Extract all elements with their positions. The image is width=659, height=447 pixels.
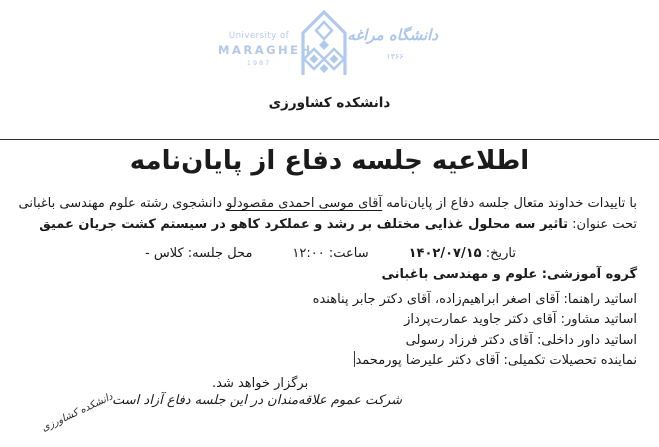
page-title: اطلاعیه جلسه دفاع از پایان‌نامه	[129, 146, 530, 176]
advisors-line: اساتید مشاور: آقای دکتر جاوید عمارت‌پرداز	[404, 312, 637, 327]
time-label: ساعت:	[324, 246, 369, 261]
will-be-held-line: برگزار خواهد شد.	[212, 376, 309, 391]
subject-label: تحت عنوان:	[568, 217, 637, 232]
schedule-line	[145, 246, 516, 261]
graduate-representative-text: نماینده تحصیلات تکمیلی: آقای دکتر علیرضا پورمحمد	[355, 353, 637, 368]
date-label: تاریخ:	[481, 246, 516, 261]
student-name: آقای موسی احمدی مقصودلو	[226, 196, 383, 211]
department-line: گروه آموزشی: علوم و مهندسی باغبانی	[381, 267, 637, 282]
logo-university-fa-label: دانشگاه مراغه	[347, 26, 438, 44]
logo-english-text	[218, 31, 313, 67]
faculty-watermark: دانشکده کشاورزی	[40, 391, 115, 434]
supervisors-line: اساتید راهنما: آقای اصغر ابراهیم‌زاده، آقای دکتر جابر پناهنده	[312, 292, 637, 307]
faculty-name: دانشکده کشاورزی	[268, 95, 391, 111]
internal-examiners-line: اساتید داور داخلی: آقای دکتر فرزاد رسولی	[405, 333, 637, 348]
logo-year-en-label: 1987	[246, 58, 272, 67]
intro-line	[19, 196, 637, 211]
university-emblem-icon	[296, 7, 352, 75]
subject-title: تاثیر سه محلول غذایی مختلف بر رشد و عملکرد کاهو در سیستم کشت جریان عمیق	[39, 217, 569, 232]
open-invitation-line: شرکت عموم علاقه‌مندان در این جلسه دفاع آزاد است	[112, 393, 403, 408]
logo-year-fa-label: ۱۳۶۶	[386, 52, 404, 61]
date-value: ۱۴۰۲/۰۷/۱۵	[408, 246, 482, 261]
logo-maragheh-label: MARAGHEH	[218, 42, 313, 57]
logo-persian-text	[347, 26, 438, 61]
location-label: محل جلسه:	[183, 246, 253, 261]
intro-text-before: با تاییدات خداوند متعال جلسه دفاع از پایان‌نامه	[382, 196, 637, 211]
graduate-representative-line	[353, 351, 637, 368]
intro-text-after: دانشجوی رشته علوم مهندسی باغبانی	[18, 196, 227, 211]
thesis-subject-line	[39, 217, 637, 232]
header-divider	[0, 139, 659, 140]
logo-university-of-label: University of	[228, 31, 290, 41]
time-value: ۱۲:۰۰	[292, 246, 325, 261]
location-value: کلاس -	[145, 246, 184, 261]
